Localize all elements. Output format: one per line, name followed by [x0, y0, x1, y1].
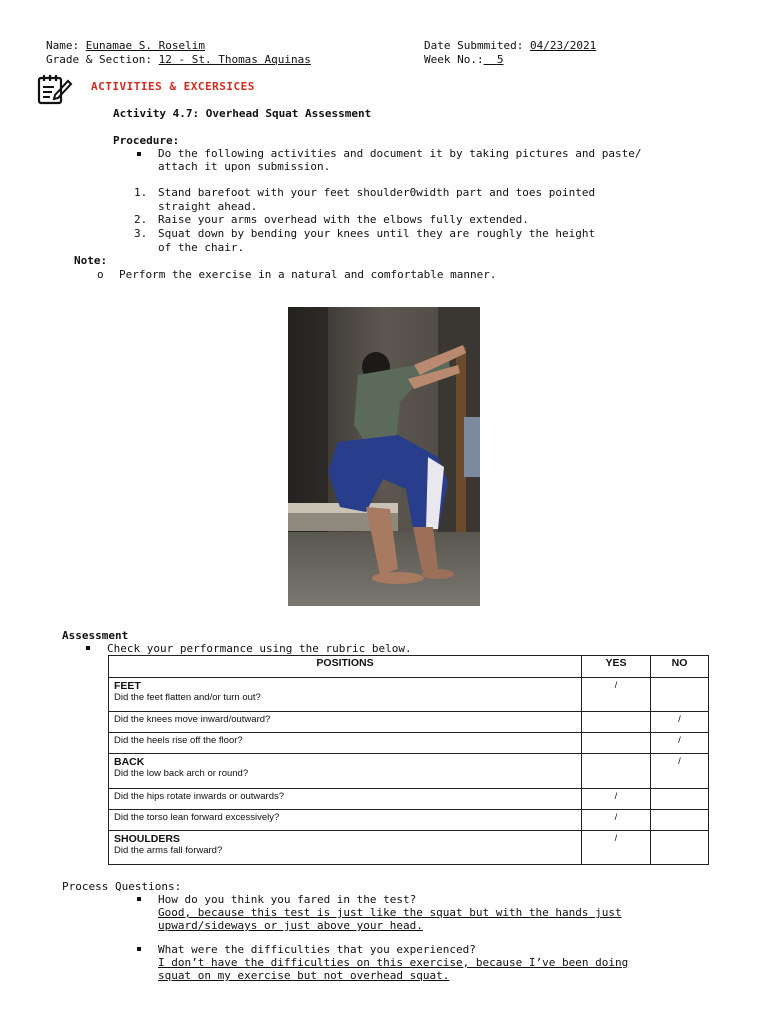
- no-cell: /: [651, 712, 709, 733]
- no-cell: /: [651, 733, 709, 754]
- section-title: ACTIVITIES & EXCERSICES: [91, 80, 255, 93]
- bullet-marker: [137, 152, 141, 156]
- table-row: [109, 789, 709, 810]
- table-row: [109, 754, 709, 789]
- position-cell: [109, 789, 582, 810]
- row-question: Did the feet flatten and/or turn out?: [114, 692, 261, 703]
- table-row: [109, 831, 709, 865]
- grade-value: 12 - St. Thomas Aquinas: [158, 53, 311, 66]
- notepad-pencil-icon: [37, 73, 73, 105]
- row-category: BACK: [114, 756, 145, 768]
- no-cell: /: [651, 754, 709, 789]
- process-answer-2-line2: squat on my exercise but not overhead squat.: [158, 969, 450, 982]
- position-cell: [109, 733, 582, 754]
- yes-cell: /: [582, 831, 651, 865]
- procedure-bullet-line2: attach it upon submission.: [158, 160, 331, 173]
- no-cell: [651, 678, 709, 712]
- header-yes: YES: [582, 656, 651, 678]
- date-row: [424, 39, 596, 52]
- name-row: [46, 39, 205, 52]
- no-cell: [651, 810, 709, 831]
- position-cell: [109, 831, 582, 865]
- position-cell: [109, 712, 582, 733]
- yes-cell: [582, 712, 651, 733]
- row-question: Did the heels rise off the floor?: [114, 735, 243, 746]
- note-text: Perform the exercise in a natural and comfortable manner.: [119, 268, 497, 281]
- step-number: 1.: [134, 186, 148, 199]
- note-heading: Note:: [74, 254, 108, 267]
- table-row: [109, 712, 709, 733]
- table-row: [109, 733, 709, 754]
- table-row: [109, 810, 709, 831]
- process-answer-1-line2: upward/sideways or just above your head.: [158, 919, 423, 932]
- step-number: 3.: [134, 227, 148, 240]
- no-cell: [651, 831, 709, 865]
- note-marker: o: [97, 268, 104, 281]
- process-question-1: How do you think you fared in the test?: [158, 893, 417, 906]
- step-3-line2: of the chair.: [158, 241, 245, 254]
- process-answer-1-line1: Good, because this test is just like the squat but with the hands just: [158, 906, 622, 919]
- table-row: [109, 678, 709, 712]
- week-value-line: [484, 53, 560, 66]
- assessment-instruction: Check your performance using the rubric below.: [107, 642, 412, 655]
- row-question: Did the knees move inward/outward?: [114, 714, 271, 725]
- header-no: NO: [651, 656, 709, 678]
- procedure-heading: Procedure:: [113, 134, 180, 147]
- rubric-table: [108, 655, 709, 865]
- activity-title: Activity 4.7: Overhead Squat Assessment: [113, 107, 372, 120]
- row-category: FEET: [114, 680, 141, 692]
- grade-label: Grade & Section:: [46, 53, 152, 66]
- row-category: SHOULDERS: [114, 833, 180, 845]
- yes-cell: /: [582, 789, 651, 810]
- row-question: Did the hips rotate inwards or outwards?: [114, 791, 285, 802]
- yes-cell: [582, 733, 651, 754]
- position-cell: [109, 810, 582, 831]
- yes-cell: /: [582, 810, 651, 831]
- position-cell: [109, 678, 582, 712]
- date-label: Date Submmited:: [424, 39, 524, 52]
- no-cell: [651, 789, 709, 810]
- row-question: Did the torso lean forward excessively?: [114, 812, 280, 823]
- header-positions: POSITIONS: [109, 656, 582, 678]
- bullet-marker: [137, 947, 141, 951]
- step-3-line1: Squat down by bending your knees until they are roughly the height: [158, 227, 596, 240]
- grade-row: [46, 53, 311, 66]
- row-question: Did the arms fall forward?: [114, 845, 223, 856]
- table-header-row: [109, 656, 709, 678]
- process-answer-2-line1: I don’t have the difficulties on this exercise, because I’ve been doing: [158, 956, 629, 969]
- assessment-heading: Assessment: [62, 629, 129, 642]
- process-question-2: What were the difficulties that you experienced?: [158, 943, 476, 956]
- name-label: Name:: [46, 39, 80, 52]
- bullet-marker: [137, 897, 141, 901]
- week-value: 5: [496, 53, 504, 66]
- row-question: Did the low back arch or round?: [114, 768, 249, 779]
- procedure-bullet-line1: Do the following activities and document it by taking pictures and paste/: [158, 147, 642, 160]
- date-value: 04/23/2021: [529, 39, 597, 52]
- yes-cell: /: [582, 678, 651, 712]
- week-row: [424, 53, 560, 66]
- name-value: Eunamae S. Roselim: [85, 39, 205, 52]
- step-1-line1: Stand barefoot with your feet shoulder0width part and toes pointed: [158, 186, 596, 199]
- week-label: Week No.:: [424, 53, 484, 66]
- squat-photo: [288, 307, 480, 606]
- yes-cell: [582, 754, 651, 789]
- bullet-marker: [86, 646, 90, 650]
- step-1-line2: straight ahead.: [158, 200, 258, 213]
- process-heading: Process Questions:: [62, 880, 182, 893]
- step-number: 2.: [134, 213, 148, 226]
- position-cell: [109, 754, 582, 789]
- step-2-line1: Raise your arms overhead with the elbows fully extended.: [158, 213, 529, 226]
